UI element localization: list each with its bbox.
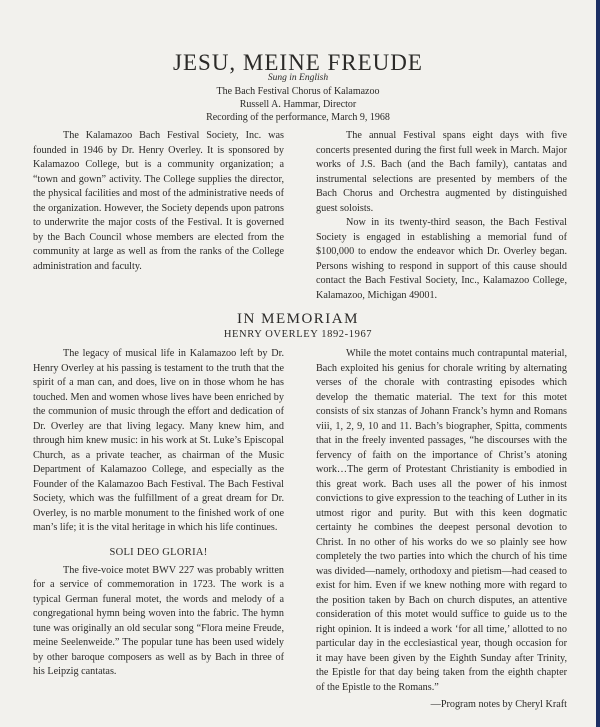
notes-credit: —Program notes by Cheryl Kraft (430, 699, 567, 710)
notes-paragraph: While the motet contains much contrapuntal material, Bach exploited his genius for chorale writing by alternating verses of the chorale with contrasting episodes which develop the thematic material. The text for this motet consists of six stanzas of Johann Franck’s hymn and Romans viii, 1, 2, 9, 10 and 11. Bach’s biographer, Spitta, comments that in the freely invented passages, “he discourses with the fervency of faith on the importance of Christ’s atoning work…The germ of Protestant Christianity is embodied in this great work. Bach uses all the power of his inmost convictions to give expression to the teaching of Luther in its utmost rigor and purity. But with this keen dogmatic certainty he combines the deepest personal devotion to Christ. In no other of his works do we so plainly see how completely the two parties into which the church of his time was divided—namely, orthodoxy and pietism—had ceased to exist for him. Even if we knew nothing more with regard to the position taken by Bach on church disputes, an attentive consideration of this motet would suffice to guide us to the right opinion. It is indeed a work ‘for all time,’ allotted to no particular day in the ecclesiastical year, though occasion for it may have been given by the Eighth Sunday after Trinity, the Epistle for that day being taken from the eighth chapter of the Epistle to the Romans.” (316, 348, 567, 693)
memoriam-heading: IN MEMORIAM (237, 311, 359, 327)
intro-row (0, 129, 596, 303)
intro-right-column (316, 129, 567, 303)
memoriam-row (0, 347, 596, 713)
memoriam-paragraph: The legacy of musical life in Kalamazoo left by Dr. Henry Overley at his passing is testament to the truth that the spirit of a man can, and does, live on in those whom he has touched. Men and women whose lives have been enriched by the communion of music through the effort and dedication of Dr. Overley are that living legacy. Many knew him, and through him knew music: in his work at St. Luke’s Episcopal Church, as a private teacher, as chairman of the Music Department of Kalamazoo College, and especially as the Founder of the Kalamazoo Bach Festival. The Bach Festival Society, which was the fulfillment of a great dream for Dr. Overley, is no marble monument to the finished work of one man’s life; it is the vital heritage in which his life continues. (33, 348, 284, 533)
director: Russell A. Hammar, Director (239, 99, 357, 110)
memorial-fund-paragraph: Now in its twenty-third season, the Bach Festival Society is engaged in establishing a memorial fund of $100,000 to endow the endeavor which Dr. Overley began. Persons wishing to respond in support of this cause should contact the Bach Festival Society, Inc., Kalamazoo College, Kalamazoo, Michigan 49001. (316, 217, 567, 301)
recording-info: Recording of the performance, March 9, 1968 (206, 112, 390, 123)
festival-paragraph: The annual Festival spans eight days with five concerts presented during the first full week in March. Major works of J.S. Bach (and the Bach family), cantatas and instrumental selections are presented by members of the Bach Chorus and Orchestra augmented by distinguished guest soloists. (316, 130, 567, 214)
page-title: JESU, MEINE FREUDE (173, 50, 423, 75)
subtitle: Sung in English (267, 73, 329, 83)
intro-paragraph: The Kalamazoo Bach Festival Society, Inc. was founded in 1946 by Dr. Henry Overley. It is sponsored by Kalamazoo College, but is a community organization; a “town and gown” activity. The College supplies the director, the physical facilities and most of the administrative needs of the organization. However, the Society depends upon patrons to underwrite the major costs of the Festival. It is governed by the Bach Council whose members are elected from the community at large as well as from the ranks of the College administration and faculty. (33, 130, 284, 272)
intro-left-column (33, 129, 284, 303)
soli-paragraph: The five-voice motet BWV 227 was probably written for a service of commemoration in 1723. The work is a typical German funeral motet, the words and melody of a congregational hymn being woven into the fabric. The hymn tune was originally an old secular song “Flora meine Freude, meine Seelenweide.” The popular tune has been used widely by other baroque composers as well as by Bach in three of his Leipzig cantatas. (33, 564, 284, 677)
soli-heading: SOLI DEO GLORIA! (109, 546, 208, 558)
notes-column (316, 347, 567, 713)
performer: The Bach Festival Chorus of Kalamazoo (216, 86, 380, 97)
memoriam-column (33, 347, 284, 713)
memoriam-name: HENRY OVERLEY 1892-1967 (223, 329, 373, 340)
